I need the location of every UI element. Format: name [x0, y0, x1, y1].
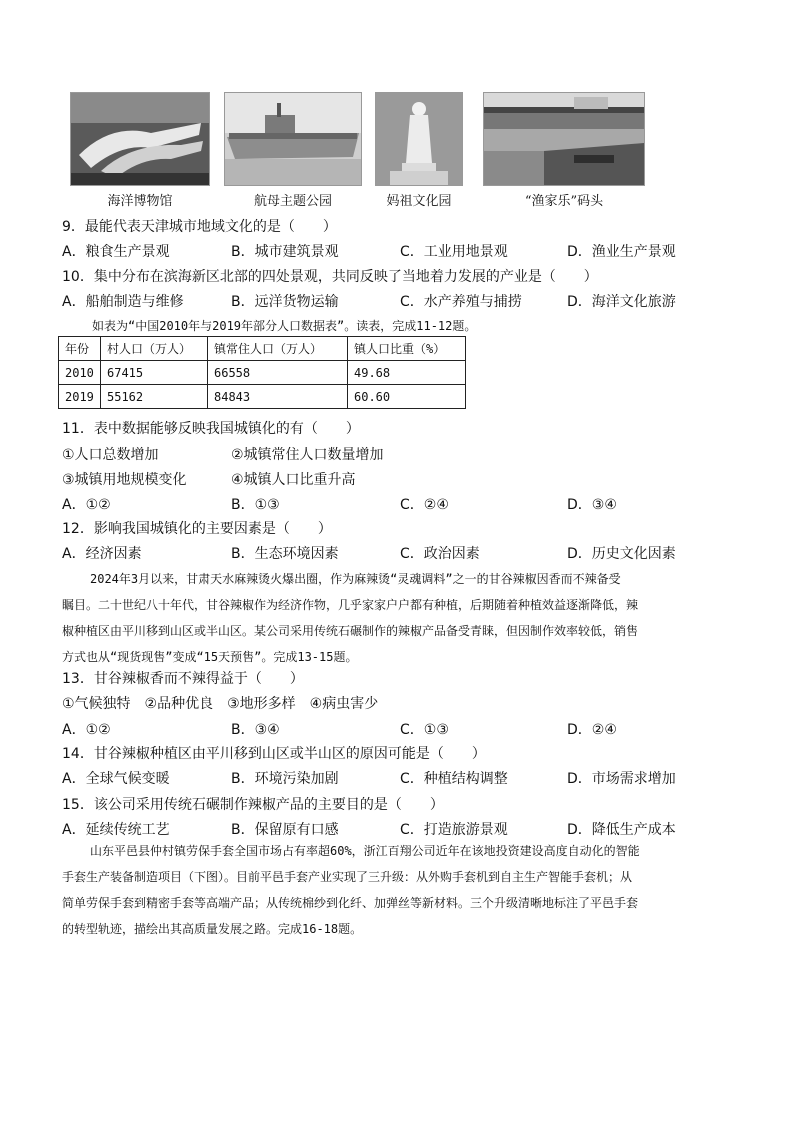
dock-photo-icon	[483, 92, 645, 186]
passage-line: 简单劳保手套到精密手套等高端产品；从传统棉纱到化纤、加弹丝等新材料。三个升级清晰地标注了平邑手套	[62, 896, 639, 910]
q14-option-d[interactable]: D．市场需求增加	[567, 771, 676, 787]
photo-caption: 妈祖文化园	[386, 194, 452, 209]
q11-option-c[interactable]: C．②④	[400, 497, 449, 513]
q9-option-d[interactable]: D．渔业生产景观	[567, 244, 676, 260]
q15-option-c[interactable]: C．打造旅游景观	[400, 822, 508, 838]
question-13-stem: 13．甘谷辣椒香而不辣得益于（ ）	[62, 671, 304, 687]
table-header-cell: 镇常住人口（万人）	[208, 337, 348, 361]
table-header-cell: 年份	[59, 337, 101, 361]
table-row	[59, 361, 466, 385]
carrier-photo-icon	[224, 92, 362, 186]
q12-option-a[interactable]: A．经济因素	[62, 546, 142, 562]
q11-option-a[interactable]: A．①②	[62, 497, 111, 513]
table-intro: 如表为“中国2010年与2019年部分人口数据表”。读表，完成11-12题。	[92, 319, 477, 333]
question-12-stem: 12．影响我国城镇化的主要因素是（ ）	[62, 521, 332, 537]
passage-line: 方式也从“现货现售”变成“15天预售”。完成13-15题。	[62, 650, 358, 664]
q11-option-b[interactable]: B．①③	[231, 497, 280, 513]
q14-option-c[interactable]: C．种植结构调整	[400, 771, 508, 787]
table-header-row	[59, 337, 466, 361]
passage-line: 山东平邑县仲村镇劳保手套全国市场占有率超60%，浙江百翔公司近年在该地投资建设高度自动化的智能	[90, 844, 640, 858]
museum-photo-icon	[70, 92, 210, 186]
table-header-cell: 镇人口比重（%）	[348, 337, 466, 361]
q13-option-a[interactable]: A．①②	[62, 722, 111, 738]
q12-option-b[interactable]: B．生态环境因素	[231, 546, 339, 562]
question-15-stem: 15．该公司采用传统石碾制作辣椒产品的主要目的是（ ）	[62, 797, 444, 813]
table-cell: 84843	[208, 385, 348, 409]
q11-item-3: ③城镇用地规模变化	[62, 472, 187, 488]
photo-caption: 海洋博物馆	[107, 194, 173, 209]
table-header-cell: 村人口（万人）	[101, 337, 208, 361]
table-cell: 49.68	[348, 361, 466, 385]
q12-option-c[interactable]: C．政治因素	[400, 546, 480, 562]
table-cell: 60.60	[348, 385, 466, 409]
table-cell: 2019	[59, 385, 101, 409]
q10-option-d[interactable]: D．海洋文化旅游	[567, 294, 676, 310]
table-row	[59, 385, 466, 409]
table-cell: 55162	[101, 385, 208, 409]
question-11-stem: 11．表中数据能够反映我国城镇化的有（ ）	[62, 421, 360, 437]
q9-option-a[interactable]: A．粮食生产景观	[62, 244, 170, 260]
passage-line: 的转型轨迹，描绘出其高质量发展之路。完成16-18题。	[62, 922, 363, 936]
passage-line: 瞩目。二十世纪八十年代，甘谷辣椒作为经济作物，几乎家家户户都有种植，后期随着种植效益逐渐降低，辣	[62, 598, 639, 612]
chili-passage	[62, 566, 734, 670]
q12-option-d[interactable]: D．历史文化因素	[567, 546, 676, 562]
table-cell: 2010	[59, 361, 101, 385]
passage-line: 2024年3月以来，甘肃天水麻辣烫火爆出圈，作为麻辣烫“灵魂调料”之一的甘谷辣椒因香而不辣备受	[90, 572, 621, 586]
statue-photo-icon	[375, 92, 463, 186]
q13-items: ①气候独特 ②品种优良 ③地形多样 ④病虫害少	[62, 696, 379, 712]
q13-option-b[interactable]: B．③④	[231, 722, 280, 738]
q10-option-b[interactable]: B．远洋货物运输	[231, 294, 339, 310]
table-cell: 67415	[101, 361, 208, 385]
q10-option-a[interactable]: A．船舶制造与维修	[62, 294, 184, 310]
q13-option-d[interactable]: D．②④	[567, 722, 617, 738]
question-14-stem: 14．甘谷辣椒种植区由平川移到山区或半山区的原因可能是（ ）	[62, 746, 486, 762]
q15-option-a[interactable]: A．延续传统工艺	[62, 822, 170, 838]
q15-option-d[interactable]: D．降低生产成本	[567, 822, 676, 838]
q11-item-1: ①人口总数增加	[62, 447, 159, 463]
glove-passage	[62, 838, 734, 942]
passage-line: 手套生产装备制造项目（下图）。目前平邑手套产业实现了三升级：从外购手套机到自主生产智能手套机；从	[62, 870, 633, 884]
q11-item-2: ②城镇常住人口数量增加	[231, 447, 384, 463]
q14-option-b[interactable]: B．环境污染加剧	[231, 771, 339, 787]
q14-option-a[interactable]: A．全球气候变暖	[62, 771, 170, 787]
photo-caption: 航母主题公园	[253, 194, 332, 209]
photo-caption: “渔家乐”码头	[524, 194, 604, 209]
q11-option-d[interactable]: D．③④	[567, 497, 617, 513]
question-10-stem: 10．集中分布在滨海新区北部的四处景观，共同反映了当地着力发展的产业是（ ）	[62, 269, 598, 285]
q10-option-c[interactable]: C．水产养殖与捕捞	[400, 294, 522, 310]
photo-strip	[0, 92, 794, 212]
passage-line: 椒种植区由平川移到山区或半山区。某公司采用传统石碾制作的辣椒产品备受青睐，但因制作效率较低，销售	[62, 624, 639, 638]
q13-option-c[interactable]: C．①③	[400, 722, 449, 738]
q9-option-b[interactable]: B．城市建筑景观	[231, 244, 339, 260]
q11-item-4: ④城镇人口比重升高	[231, 472, 356, 488]
q9-option-c[interactable]: C．工业用地景观	[400, 244, 508, 260]
question-9-stem: 9．最能代表天津城市地域文化的是（ ）	[62, 219, 337, 235]
population-table	[58, 336, 466, 409]
table-cell: 66558	[208, 361, 348, 385]
q15-option-b[interactable]: B．保留原有口感	[231, 822, 339, 838]
